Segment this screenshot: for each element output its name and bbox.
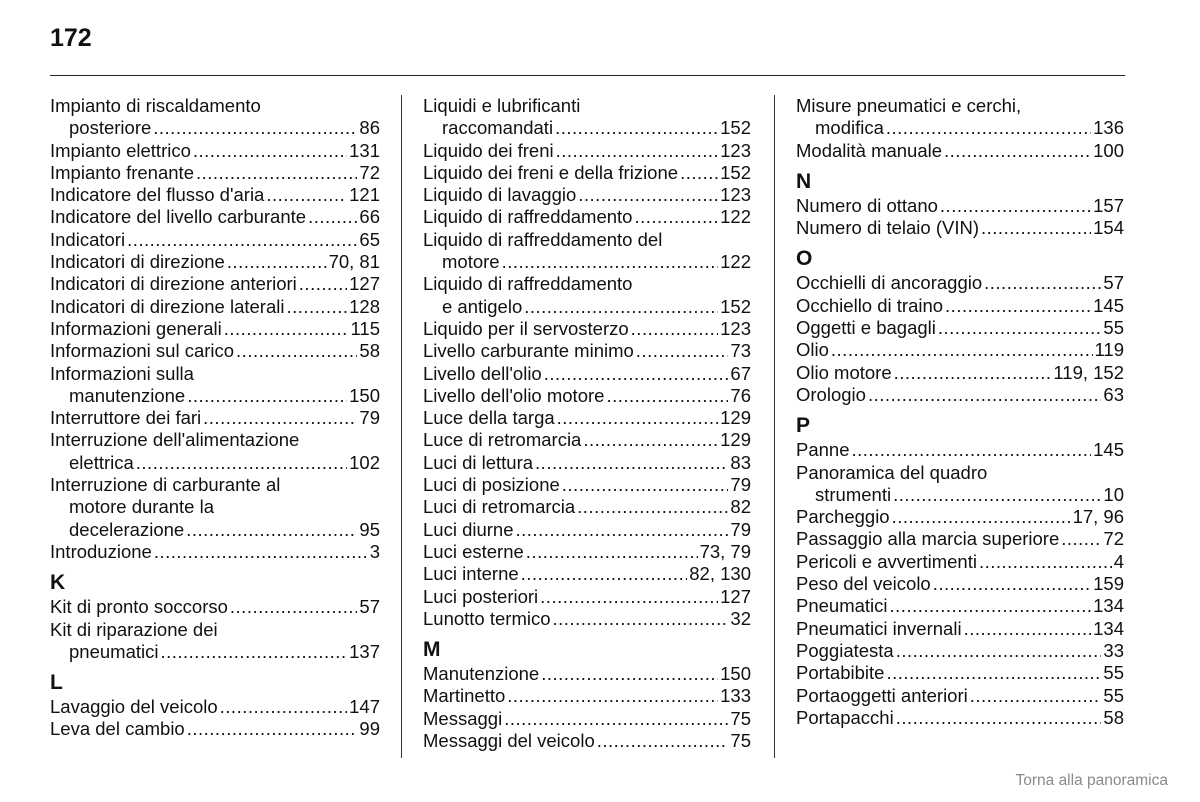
entry-term: Interruzione di carburante al — [50, 474, 281, 496]
entry-term: raccomandati — [442, 117, 554, 139]
entry-term: Peso del veicolo — [796, 573, 931, 595]
entry-term: Luci posteriori — [423, 585, 539, 607]
index-entry[interactable] — [423, 184, 751, 206]
page-reference[interactable]: 83 — [730, 451, 751, 473]
entry-term: Lavaggio del veicolo — [50, 696, 218, 718]
entry-term: Indicatori di direzione — [50, 251, 225, 273]
dot-leader — [556, 140, 719, 162]
index-entry[interactable] — [50, 162, 380, 184]
entry-term: Liquido di raffreddamento — [423, 273, 633, 295]
dot-leader — [224, 318, 349, 340]
entry-term: Liquido di raffreddamento del — [423, 228, 663, 250]
index-entry[interactable] — [796, 707, 1124, 729]
page-reference[interactable]: 55 — [1103, 684, 1124, 706]
page-reference[interactable]: 123 — [720, 139, 751, 161]
page-reference[interactable]: 73 — [730, 340, 751, 362]
entry-term: Liquido dei freni e della frizione — [423, 161, 679, 183]
page-reference[interactable]: 115 — [350, 317, 380, 339]
page-reference[interactable]: 57 — [359, 596, 380, 618]
dot-leader — [597, 730, 729, 752]
page-reference[interactable]: 154 — [1093, 217, 1124, 239]
dot-leader — [541, 663, 718, 685]
dot-leader — [535, 452, 728, 474]
dot-leader — [187, 718, 358, 740]
index-entry[interactable] — [796, 595, 1124, 617]
page-reference[interactable]: 119, 152 — [1053, 361, 1124, 383]
index-entry[interactable] — [50, 296, 380, 318]
entry-term: Liquido dei freni — [423, 139, 554, 161]
page-reference[interactable]: 76 — [730, 384, 751, 406]
dot-leader — [286, 296, 347, 318]
section-letter: O — [796, 247, 813, 271]
index-entry[interactable] — [796, 272, 1124, 294]
index-entry[interactable] — [423, 318, 751, 340]
page-reference[interactable]: 127 — [720, 585, 751, 607]
index-entry[interactable] — [50, 696, 380, 718]
entry-term: posteriore — [69, 117, 152, 139]
dot-leader — [544, 363, 729, 385]
dot-leader — [540, 586, 718, 608]
section-letter: K — [50, 571, 66, 595]
dot-leader — [557, 407, 718, 429]
entry-term: Leva del cambio — [50, 718, 185, 740]
entry-term: Kit di pronto soccorso — [50, 596, 228, 618]
entry-term: Interruzione dell'alimentazione — [50, 429, 300, 451]
index-entry[interactable] — [796, 462, 1124, 507]
entry-term: Luci esterne — [423, 540, 524, 562]
entry-term: Liquido di raffreddamento — [423, 206, 633, 228]
dot-leader — [886, 662, 1101, 684]
entry-term: Liquidi e lubrificanti — [423, 95, 581, 116]
page-reference[interactable]: 86 — [359, 117, 380, 139]
section-letter: L — [50, 671, 63, 695]
page-reference[interactable]: 65 — [359, 228, 380, 250]
index-entry[interactable] — [423, 563, 751, 585]
entry-term: Livello dell'olio — [423, 362, 542, 384]
page-reference[interactable]: 17, 96 — [1072, 506, 1124, 528]
index-entry[interactable] — [423, 429, 751, 451]
dot-leader — [562, 474, 729, 496]
page-reference[interactable]: 137 — [349, 640, 380, 662]
entry-term: Impianto di riscaldamento — [50, 95, 261, 116]
index-entry[interactable] — [50, 251, 380, 273]
dot-leader — [896, 640, 1102, 662]
entry-term: Occhielli di ancoraggio — [796, 272, 983, 294]
index-entry[interactable] — [796, 662, 1124, 684]
page-reference[interactable]: 102 — [349, 451, 380, 473]
index-entry[interactable] — [50, 184, 380, 206]
dot-leader — [896, 707, 1102, 729]
index-entry[interactable] — [423, 663, 751, 685]
index-entry[interactable] — [423, 385, 751, 407]
dot-leader — [220, 696, 347, 718]
index-column-1 — [50, 95, 380, 741]
index-entry[interactable] — [50, 273, 380, 295]
page-reference[interactable]: 70, 81 — [328, 251, 380, 273]
entry-term: Pneumatici — [796, 595, 888, 617]
dot-leader — [160, 641, 347, 663]
entry-term: Indicatori di direzione anteriori — [50, 273, 297, 295]
index-entry[interactable] — [423, 273, 751, 318]
index-entry[interactable] — [423, 708, 751, 730]
page-reference[interactable]: 129 — [720, 407, 751, 429]
index-entry[interactable] — [423, 541, 751, 563]
index-entry[interactable] — [423, 140, 751, 162]
entry-term: Introduzione — [50, 540, 152, 562]
entry-term: modifica — [815, 117, 884, 139]
page-reference[interactable]: 55 — [1103, 662, 1124, 684]
dot-leader — [984, 272, 1101, 294]
entry-term: Luce di retromarcia — [423, 429, 582, 451]
entry-term: Impianto elettrico — [50, 139, 191, 161]
index-entry[interactable] — [796, 640, 1124, 662]
index-entry[interactable] — [423, 608, 751, 630]
column-divider — [774, 95, 775, 758]
page-reference[interactable]: 122 — [720, 206, 751, 228]
dot-leader — [187, 385, 347, 407]
page-reference[interactable]: 157 — [1093, 194, 1124, 216]
section-letter: M — [423, 638, 441, 662]
entry-term: Numero di telaio (VIN) — [796, 217, 980, 239]
page-reference[interactable]: 79 — [730, 518, 751, 540]
entry-term: motore durante la — [69, 496, 215, 518]
index-entry[interactable] — [796, 573, 1124, 595]
index-entry[interactable] — [50, 619, 380, 664]
entry-term: Lunotto termico — [423, 607, 551, 629]
page-reference[interactable]: 128 — [349, 295, 380, 317]
page-reference[interactable]: 152 — [720, 295, 751, 317]
page-reference[interactable]: 134 — [1093, 617, 1124, 639]
index-entry[interactable] — [796, 528, 1124, 550]
header-rule — [50, 75, 1125, 76]
dot-leader — [894, 362, 1052, 384]
dot-leader — [938, 317, 1102, 339]
page-reference[interactable]: 100 — [1093, 139, 1124, 161]
index-entry[interactable] — [796, 140, 1124, 162]
page-reference[interactable]: 150 — [349, 384, 380, 406]
entry-term: Kit di riparazione dei — [50, 618, 218, 640]
index-entry[interactable] — [423, 685, 751, 707]
dot-leader — [504, 708, 728, 730]
page-reference[interactable]: 136 — [1093, 117, 1124, 139]
entry-term: pneumatici — [69, 640, 159, 662]
page-reference[interactable]: 152 — [720, 117, 751, 139]
index-entry[interactable] — [423, 206, 751, 228]
page-reference[interactable]: 33 — [1103, 639, 1124, 661]
index-entry[interactable] — [50, 229, 380, 251]
page-reference[interactable]: 4 — [1113, 550, 1124, 572]
page-reference[interactable]: 127 — [349, 273, 380, 295]
entry-term: Martinetto — [423, 685, 506, 707]
index-entry[interactable] — [50, 429, 380, 474]
index-entry[interactable] — [50, 596, 380, 618]
index-entry[interactable] — [796, 295, 1124, 317]
page-reference[interactable]: 58 — [1103, 706, 1124, 728]
index-entry[interactable] — [423, 586, 751, 608]
page-reference[interactable]: 10 — [1103, 483, 1124, 505]
index-entry[interactable] — [423, 340, 751, 362]
entry-term: Informazioni generali — [50, 317, 222, 339]
dot-leader — [299, 273, 347, 295]
page-reference[interactable]: 63 — [1103, 383, 1124, 405]
index-entry[interactable] — [50, 718, 380, 740]
index-entry[interactable] — [796, 217, 1124, 239]
page-reference[interactable]: 75 — [730, 707, 751, 729]
page-reference[interactable]: 152 — [720, 161, 751, 183]
dot-leader — [933, 573, 1091, 595]
dot-leader — [526, 541, 698, 563]
dot-leader — [236, 340, 357, 362]
page-reference[interactable]: 32 — [730, 607, 751, 629]
page-reference[interactable]: 145 — [1093, 439, 1124, 461]
index-entry[interactable] — [50, 206, 380, 228]
index-entry[interactable] — [50, 340, 380, 362]
page-reference[interactable]: 79 — [359, 407, 380, 429]
index-entry[interactable] — [423, 407, 751, 429]
page-reference[interactable]: 95 — [359, 518, 380, 540]
entry-term: strumenti — [815, 483, 892, 505]
entry-term: Modalità manuale — [796, 139, 943, 161]
section-letter: N — [796, 169, 812, 193]
dot-leader — [979, 551, 1112, 573]
index-entry[interactable] — [796, 362, 1124, 384]
entry-term: Luci interne — [423, 563, 519, 585]
dot-leader — [886, 117, 1091, 139]
page-reference[interactable]: 67 — [730, 362, 751, 384]
page-reference[interactable]: 57 — [1103, 272, 1124, 294]
index-entry[interactable] — [796, 195, 1124, 217]
index-entry[interactable] — [796, 506, 1124, 528]
dot-leader — [964, 618, 1092, 640]
entry-term: Misure pneumatici e cerchi, — [796, 95, 1022, 116]
dot-leader — [578, 184, 718, 206]
dot-leader — [227, 251, 327, 273]
entry-term: Impianto frenante — [50, 161, 194, 183]
page-number: 172 — [50, 24, 92, 52]
entry-term: Panoramica del quadro — [796, 461, 988, 483]
page-reference[interactable]: 122 — [720, 251, 751, 273]
page-reference[interactable]: 147 — [349, 696, 380, 718]
dot-leader — [186, 519, 357, 541]
entry-term: Pneumatici invernali — [796, 617, 962, 639]
entry-term: Olio — [796, 339, 829, 361]
entry-term: e antigelo — [442, 295, 523, 317]
entry-term: Livello dell'olio motore — [423, 384, 605, 406]
entry-term: Portapacchi — [796, 706, 894, 728]
index-entry[interactable] — [796, 439, 1124, 461]
page-reference[interactable]: 131 — [349, 139, 380, 161]
page-reference[interactable]: 55 — [1103, 317, 1124, 339]
dot-leader — [553, 608, 729, 630]
index-entry[interactable] — [796, 317, 1124, 339]
entry-term: Informazioni sul carico — [50, 340, 235, 362]
dot-leader — [516, 519, 729, 541]
index-entry[interactable] — [50, 407, 380, 429]
entry-term: Luci di retromarcia — [423, 496, 576, 518]
page-reference[interactable]: 66 — [359, 206, 380, 228]
entry-term: elettrica — [69, 451, 134, 473]
dot-leader — [890, 595, 1092, 617]
dot-leader — [521, 563, 688, 585]
dot-leader — [631, 318, 718, 340]
dot-leader — [606, 385, 728, 407]
dot-leader — [502, 251, 719, 273]
index-entry[interactable] — [796, 384, 1124, 406]
column-divider — [401, 95, 402, 758]
dot-leader — [203, 407, 357, 429]
index-entry[interactable] — [50, 140, 380, 162]
entry-term: Occhiello di traino — [796, 294, 944, 316]
entry-term: Parcheggio — [796, 506, 890, 528]
index-entry[interactable] — [423, 95, 751, 140]
page-reference[interactable]: 75 — [730, 730, 751, 752]
dot-leader — [636, 340, 729, 362]
page-reference[interactable]: 82 — [730, 496, 751, 518]
index-entry[interactable] — [50, 95, 380, 140]
index-entry[interactable] — [423, 229, 751, 274]
entry-term: decelerazione — [69, 518, 185, 540]
entry-term: Liquido di lavaggio — [423, 184, 577, 206]
dot-leader — [507, 685, 718, 707]
entry-term: Livello carburante minimo — [423, 340, 634, 362]
entry-term: Portabibite — [796, 662, 885, 684]
index-entry[interactable] — [50, 541, 380, 563]
index-entry[interactable] — [50, 318, 380, 340]
index-entry[interactable] — [423, 474, 751, 496]
page-reference[interactable]: 123 — [720, 184, 751, 206]
index-entry[interactable] — [796, 551, 1124, 573]
entry-term: Olio motore — [796, 361, 892, 383]
dot-leader — [577, 496, 728, 518]
index-entry[interactable] — [423, 452, 751, 474]
dot-leader — [940, 195, 1091, 217]
page-reference[interactable]: 134 — [1093, 595, 1124, 617]
dot-leader — [852, 439, 1092, 461]
entry-term: Portaoggetti anteriori — [796, 684, 968, 706]
index-entry[interactable] — [50, 474, 380, 541]
entry-term: Luce della targa — [423, 407, 555, 429]
page-reference[interactable]: 121 — [349, 184, 380, 206]
page-reference[interactable]: 82, 130 — [689, 563, 751, 585]
page-reference[interactable]: 159 — [1093, 573, 1124, 595]
entry-term: Luci di posizione — [423, 474, 560, 496]
dot-leader — [981, 217, 1091, 239]
dot-leader — [136, 452, 347, 474]
entry-term: Luci di lettura — [423, 451, 534, 473]
dot-leader — [892, 506, 1071, 528]
dot-leader — [127, 229, 357, 251]
dot-leader — [831, 339, 1093, 361]
page-reference[interactable]: 99 — [359, 718, 380, 740]
index-column-2 — [423, 95, 751, 752]
entry-term: Messaggi — [423, 707, 503, 729]
page-reference[interactable]: 72 — [1103, 528, 1124, 550]
page-reference[interactable]: 133 — [720, 685, 751, 707]
entry-term: Numero di ottano — [796, 194, 938, 216]
entry-term: Orologio — [796, 383, 866, 405]
dot-leader — [970, 685, 1102, 707]
page-reference[interactable]: 3 — [369, 540, 380, 562]
dot-leader — [154, 541, 368, 563]
entry-term: Informazioni sulla — [50, 362, 194, 384]
entry-term: manutenzione — [69, 384, 186, 406]
index-entry[interactable] — [796, 618, 1124, 640]
dot-leader — [230, 596, 358, 618]
index-entry[interactable] — [796, 685, 1124, 707]
entry-term: Interruttore dei fari — [50, 407, 202, 429]
dot-leader — [196, 162, 357, 184]
section-letter: P — [796, 414, 811, 438]
page-reference[interactable]: 58 — [359, 340, 380, 362]
index-entry[interactable] — [423, 363, 751, 385]
entry-term: Indicatore del flusso d'aria — [50, 184, 265, 206]
entry-term: Manutenzione — [423, 663, 540, 685]
dot-leader — [680, 162, 718, 184]
back-to-overview-link[interactable]: Torna alla panoramica — [1015, 772, 1168, 789]
index-column-3 — [796, 95, 1124, 729]
dot-leader — [308, 206, 357, 228]
dot-leader — [945, 295, 1091, 317]
page-reference[interactable]: 123 — [720, 317, 751, 339]
page-reference[interactable]: 145 — [1093, 294, 1124, 316]
index-entry[interactable] — [423, 730, 751, 752]
dot-leader — [893, 484, 1101, 506]
dot-leader — [193, 140, 347, 162]
index-entry[interactable] — [50, 363, 380, 408]
entry-term: Liquido per il servosterzo — [423, 317, 629, 339]
dot-leader — [153, 117, 357, 139]
entry-term: motore — [442, 251, 500, 273]
entry-term: Passaggio alla marcia superiore — [796, 528, 1060, 550]
page-reference[interactable]: 150 — [720, 663, 751, 685]
dot-leader — [266, 184, 347, 206]
page-reference[interactable]: 129 — [720, 429, 751, 451]
dot-leader — [524, 296, 718, 318]
dot-leader — [1061, 528, 1101, 550]
dot-leader — [944, 140, 1091, 162]
page-reference[interactable]: 73, 79 — [699, 540, 751, 562]
index-entry[interactable] — [423, 496, 751, 518]
entry-term: Panne — [796, 439, 850, 461]
entry-term: Oggetti e bagagli — [796, 317, 936, 339]
entry-term: Indicatore del livello carburante — [50, 206, 307, 228]
entry-term: Messaggi del veicolo — [423, 730, 595, 752]
dot-leader — [555, 117, 718, 139]
page-reference[interactable]: 72 — [359, 161, 380, 183]
entry-term: Pericoli e avvertimenti — [796, 550, 977, 572]
index-entry[interactable] — [796, 339, 1124, 361]
index-entry[interactable] — [423, 519, 751, 541]
entry-term: Indicatori — [50, 228, 126, 250]
entry-term: Indicatori di direzione laterali — [50, 295, 285, 317]
dot-leader — [634, 206, 718, 228]
entry-term: Poggiatesta — [796, 639, 894, 661]
index-entry[interactable] — [423, 162, 751, 184]
dot-leader — [868, 384, 1101, 406]
page-reference[interactable]: 79 — [730, 474, 751, 496]
index-entry[interactable] — [796, 95, 1124, 140]
dot-leader — [583, 429, 718, 451]
page-reference[interactable]: 119 — [1094, 339, 1124, 361]
entry-term: Luci diurne — [423, 518, 514, 540]
